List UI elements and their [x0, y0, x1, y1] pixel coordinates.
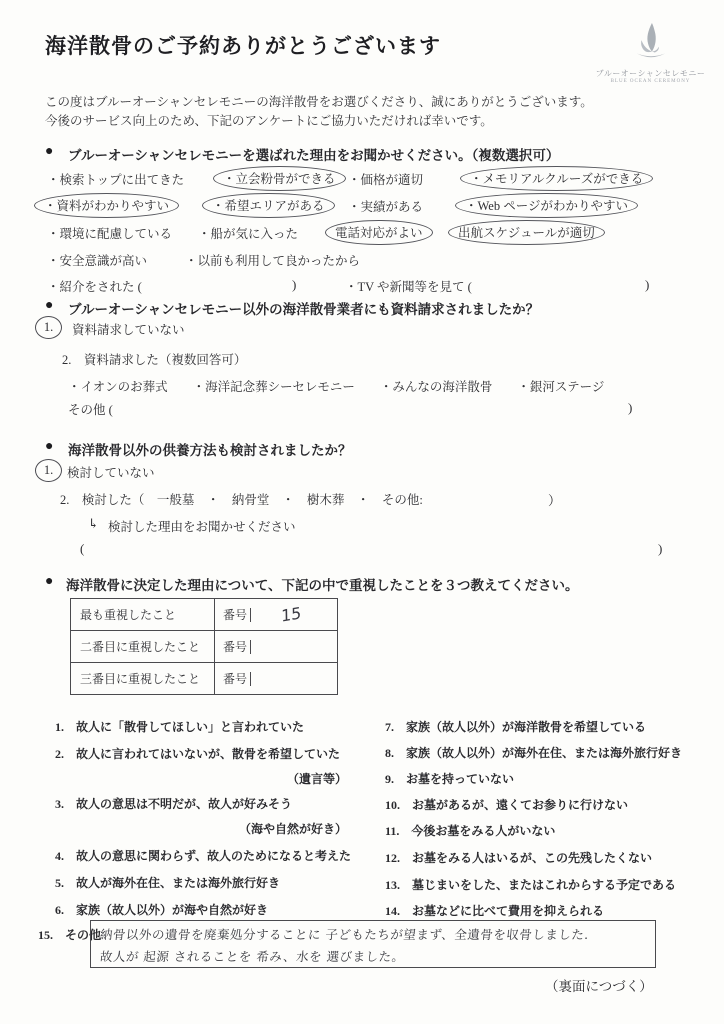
- q2-vendor-list: ・イオンのお葬式 ・海洋記念葬シーセレモニー ・みんなの海洋散骨 ・銀河ステージ: [68, 380, 605, 394]
- q3-option2-label: 検討した（ 一般墓 ・ 納骨堂 ・ 樹木葬 ・ その他:: [81, 493, 423, 507]
- q3-option1-label: 検討していない: [67, 466, 155, 480]
- q1-option-liked-ship: ・船が気に入った: [198, 227, 299, 241]
- q2-option2-label: 資料請求した（複数回答可）: [83, 353, 247, 367]
- q1-option-referral: ・紹介をされた (: [47, 280, 142, 294]
- q2-option2-number: 2.: [62, 353, 72, 367]
- q1-option-departure-schedule: 出航スケジュールが適切: [448, 220, 605, 245]
- reason-15-label: その他: [65, 928, 102, 942]
- reason-item-12: 12. お墓をみる人はいるが、この先残したくない: [385, 851, 653, 865]
- q1-option-phone-support: 電話対応がよい: [325, 220, 433, 245]
- reason-note-2: （遺言等）: [286, 772, 347, 786]
- row-label: 三番目に重視したこと: [71, 663, 215, 694]
- reason-item-5: 5. 故人が海外在住、または海外旅行好き: [55, 876, 281, 890]
- row-number-cell: [215, 599, 337, 630]
- q3-followup-prompt: 検討した理由をお聞かせください: [108, 520, 296, 534]
- q2-option1-circled-number: 1.: [35, 316, 62, 339]
- number-field-label: 番号: [223, 640, 248, 654]
- q1-option-clear-materials: ・資料がわかりやすい: [34, 193, 179, 218]
- q3-option2-number: 2.: [60, 493, 70, 507]
- logo-name: ブルーオーシャンセレモニー: [595, 69, 706, 78]
- q1-option-track-record: ・実績がある: [348, 200, 424, 214]
- row-number-cell: [215, 631, 337, 662]
- reason-item-9: 9. お墓を持っていない: [385, 772, 515, 786]
- q3-answer-close-paren: ): [658, 541, 663, 556]
- q4-bullet-icon: ●: [45, 574, 54, 589]
- q2-option2: [62, 350, 246, 368]
- q1-option-tachiai-funkotsu: ・立会粉骨ができる: [213, 166, 346, 191]
- row-number-cell: [215, 663, 337, 694]
- reason-item-11: 11. 今後お墓をみる人がいない: [385, 824, 556, 838]
- reason-item-6: 6. 家族（故人以外）が海や自然が好き: [55, 903, 269, 917]
- reason-item-7: 7. 家族（故人以外）が海洋散骨を希望している: [385, 720, 647, 734]
- handwritten-answer-line-2: 故人が 起源 されることを 希み、水を 選びました。: [99, 949, 406, 964]
- logo: [578, 22, 723, 84]
- table-row: [71, 662, 337, 694]
- q1-option-tv-news: ・TV や新聞等を見て (: [345, 280, 472, 294]
- flame-sail-icon: [632, 22, 670, 62]
- q2-option1-label: 資料請求していない: [72, 323, 185, 337]
- field-divider: [250, 608, 251, 622]
- table-row: [71, 599, 337, 630]
- q1-header: [68, 144, 559, 164]
- reason-15-number: 15.: [38, 928, 53, 942]
- q3-option2-close-paren: ）: [548, 493, 562, 508]
- q1-option-desired-area: ・希望エリアがある: [202, 193, 335, 218]
- intro-line-2: 今後のサービス向上のため、下記のアンケートにご協力いただければ幸いです。: [45, 114, 493, 128]
- reason-item-10: 10. お墓があるが、遠くてお参りに行けない: [385, 798, 629, 812]
- q2-other-label: その他 (: [68, 403, 113, 417]
- free-answer-box: [90, 920, 656, 968]
- reason-item-14: 14. お墓などに比べて費用を抑えられる: [385, 904, 605, 918]
- q3-header: 海洋散骨以外の供養方法も検討されましたか？: [68, 443, 352, 458]
- q3-bullet-icon: ●: [45, 439, 54, 454]
- handwritten-rank-1: 15: [280, 603, 302, 626]
- q1-option-used-before: ・以前も利用して良かったから: [185, 254, 361, 268]
- q1-bullet-icon: ●: [45, 144, 54, 159]
- q1-header-text: ブルーオーシャンセレモニーを選ばれた理由をお聞かせください。: [68, 148, 472, 163]
- q1-header-note: （複数選択可）: [471, 148, 560, 163]
- field-divider: [250, 640, 251, 654]
- q1-tv-close-paren: ): [645, 277, 650, 292]
- q1-option-environment: ・環境に配慮している: [47, 227, 173, 241]
- reason-item-4: 4. 故人の意思に関わらず、故人のためになると考えた: [55, 849, 352, 863]
- reason-item-3: 3. 故人の意思は不明だが、故人が好みそう: [55, 797, 293, 811]
- reason-note-3: （海や自然が好き）: [238, 822, 347, 836]
- q1-option-memorial-cruise: ・メモリアルクルーズができる: [460, 166, 653, 191]
- q2-bullet-icon: ●: [45, 298, 54, 313]
- q1-option-price: ・価格が適切: [348, 173, 424, 187]
- continue-on-back-note: （裏面につづく）: [545, 979, 653, 994]
- q3-option2: [60, 490, 423, 508]
- q3-option1-circled-number: 1.: [35, 459, 62, 482]
- logo-subtitle: BLUE OCEAN CEREMONY: [610, 79, 691, 84]
- table-row: [71, 630, 337, 662]
- q4-header: 海洋散骨に決定した理由について、下記の中で重視したことを３つ教えてください。: [66, 578, 579, 593]
- row-label: 最も重視したこと: [71, 599, 215, 630]
- reason-item-1: 1. 故人に「散骨してほしい」と言われていた: [55, 720, 305, 734]
- q1-option-safety: ・安全意識が高い: [47, 254, 148, 268]
- reason-item-8: 8. 家族（故人以外）が海外在住、または海外旅行好き: [385, 746, 683, 760]
- q2-header: ブルーオーシャンセレモニー以外の海洋散骨業者にも資料請求されましたか？: [68, 302, 540, 317]
- intro-line-1: この度はブルーオーシャンセレモニーの海洋散骨をお選びくださり、誠にありがとうございます。: [45, 95, 593, 109]
- q1-referral-close-paren: ): [292, 277, 297, 292]
- q1-option-search-top: ・検索トップに出てきた: [47, 173, 185, 187]
- field-divider: [250, 672, 251, 686]
- number-field-label: 番号: [223, 672, 248, 686]
- row-label: 二番目に重視したこと: [71, 631, 215, 662]
- q3-followup-arrow-icon: ↳: [88, 516, 99, 531]
- q3-answer-open-paren: (: [80, 541, 85, 556]
- q2-other-close-paren: ): [628, 400, 633, 415]
- page-title: 海洋散骨のご予約ありがとうございます: [45, 34, 441, 58]
- priority-table: [70, 598, 338, 695]
- reason-item-13: 13. 墓じまいをした、またはこれからする予定である: [385, 878, 677, 892]
- handwritten-answer-line-1: 納骨以外の遺骨を廃棄処分することに 子どもたちが望まず、全遺骨を収骨しました.: [99, 927, 590, 942]
- reason-item-2: 2. 故人に言われてはいないが、散骨を希望していた: [55, 747, 341, 761]
- number-field-label: 番号: [223, 608, 248, 622]
- q1-option-web-page: ・Web ページがわかりやすい: [455, 193, 638, 218]
